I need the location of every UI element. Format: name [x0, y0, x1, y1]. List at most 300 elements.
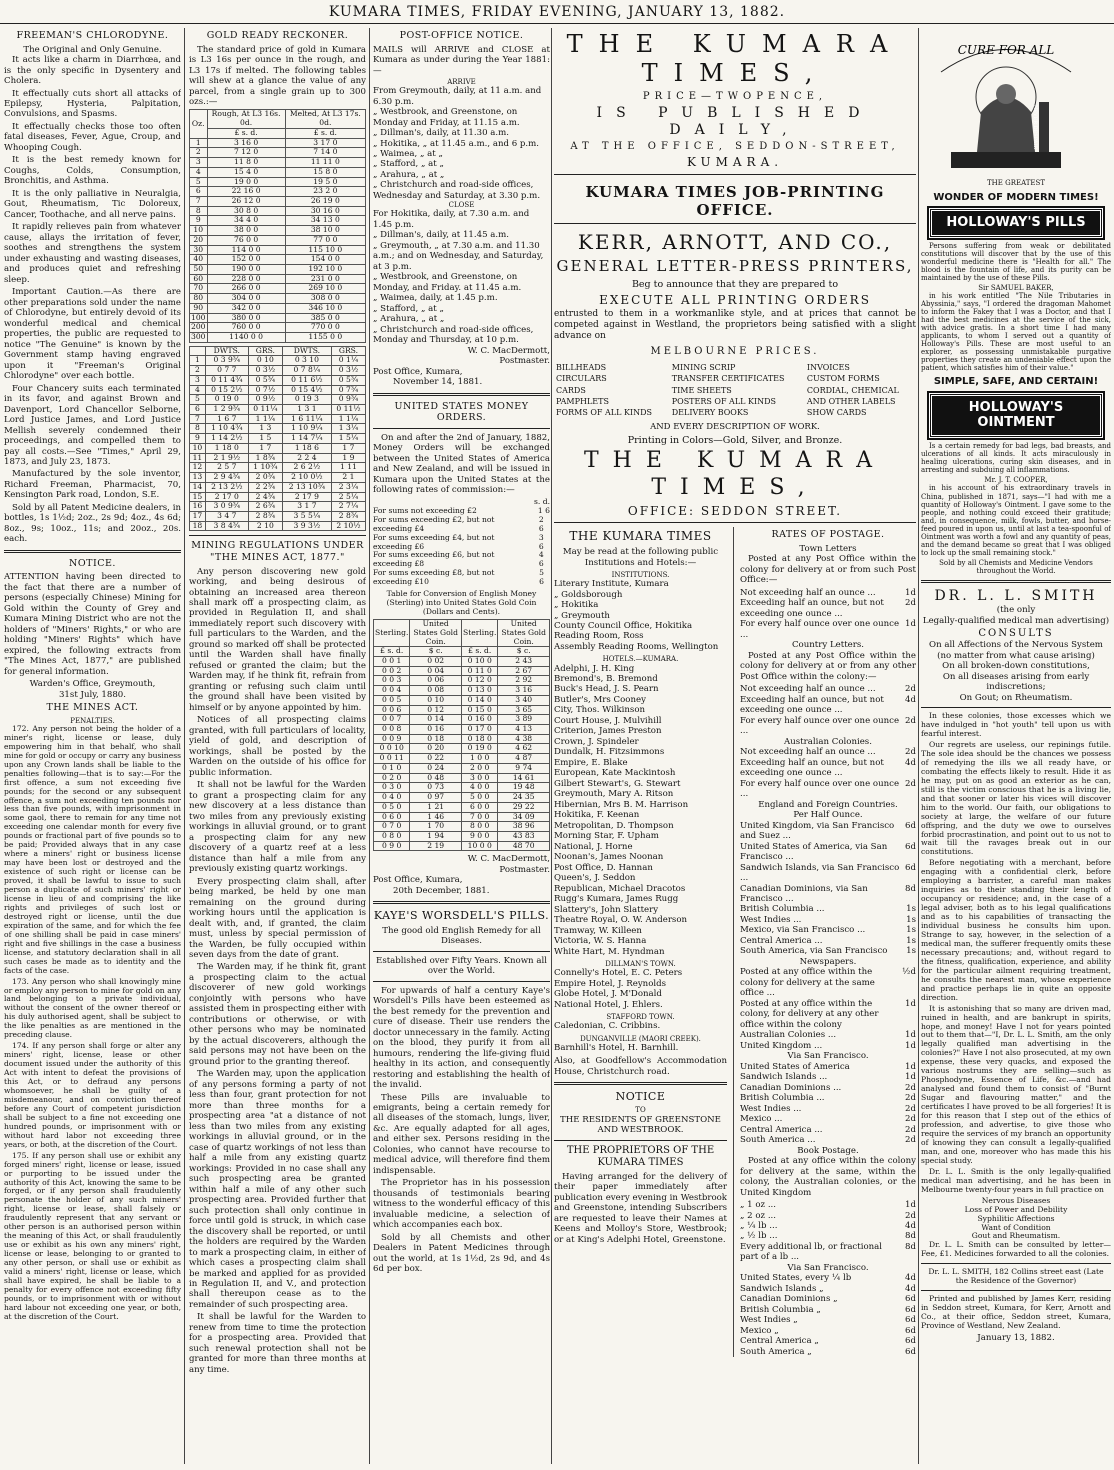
table-cell: 0 04 [410, 666, 462, 676]
book-heading: Book Postage. [797, 1145, 859, 1156]
table-cell: 1 10 4¾ [205, 424, 248, 434]
table-cell: 1 [190, 356, 206, 366]
lower-section [554, 527, 916, 1357]
rate-row [740, 999, 916, 1030]
divider [554, 1082, 727, 1085]
consult-4: On Gout; on Rheumatism. [959, 692, 1073, 703]
column-4 [554, 28, 916, 1464]
freeman-paragraph: Manufactured by the sole inventor, Richard Freeman, Pharmacist, 70, Kensington Park road, London, S.E. [4, 469, 181, 501]
institution: Assembly Reading Rooms, Wellington [554, 641, 719, 652]
table-cell: 2 13 10¾ [282, 482, 331, 492]
close-line: „ Arahura, „ at „ [373, 314, 445, 325]
smith-only: (the only [996, 605, 1036, 616]
warden-office: Warden's Office, Greymouth, [29, 679, 156, 690]
printing-item-row [554, 385, 916, 396]
rate-value: 6d [905, 1294, 916, 1305]
table-cell: 1 5¼ [331, 434, 365, 444]
table-cell: 1 0 0 [462, 754, 498, 764]
institution: County Council Office, Hokitika [554, 621, 693, 631]
table-cell: 24 35 [498, 793, 550, 803]
table-cell: 300 [191, 332, 206, 342]
rate-value: 4d [905, 694, 916, 705]
hotel: Dundalk, H. Fitzsimmons [554, 747, 665, 758]
table-cell: 30 16 0 [285, 206, 365, 216]
cooper-name: Mr. J. T. COOPER, [984, 476, 1048, 485]
every-description: AND EVERY DESCRIPTION OF WORK. [650, 422, 820, 433]
table-cell: 2 10 0½ [282, 473, 331, 483]
dillman-list [554, 968, 727, 1010]
emblem-top-text: CURE FOR ALL [957, 43, 1055, 57]
table-cell: 0 12 0 [462, 676, 498, 686]
close-list [373, 209, 550, 345]
hdr-dwts: DWTS. [282, 346, 331, 356]
gold-row [190, 264, 366, 274]
table-cell: 10 [190, 443, 206, 453]
rate-value: 5 6 [539, 568, 544, 587]
table-cell: 0 0 5 [374, 695, 410, 705]
table-cell: 308 0 0 [285, 294, 365, 304]
smith-list-item: Syphilitic Affections [977, 1213, 1055, 1223]
table-cell: 19 5 0 [285, 177, 365, 187]
rate-row [740, 1200, 916, 1210]
table-cell: 4 0 0 [462, 783, 498, 793]
entrusted-text: entrusted to them in a workmanlike style, and at prices that cannot be competed against in Westland, the proprietors being satisfied with a slight advance on [554, 309, 916, 342]
mines-act-paragraph: 173. Any person who shall knowingly mine or employ any person to mine for gold on any land belonging to a private individual, without the consent of the owner thereof or his duly authorised agent, shall be subject to the like penalties as are mentioned in the preceding clause. [4, 976, 181, 1040]
table-cell: 4 [190, 167, 208, 177]
rate-label: Central America ... [740, 1124, 823, 1135]
post-office-place: Post Office, Kumara, [373, 366, 463, 377]
hdr-dwts: DWTS. [205, 346, 248, 356]
conversion-title: Table for Conversion of English Money (Sterling) into United States Gold Coin (Dollars and Cents). [386, 589, 537, 617]
rate-label: Canadian Dominions ... [740, 1082, 842, 1093]
town-heading: Town Letters [799, 544, 857, 554]
table-cell: 80 [190, 294, 208, 304]
table-cell: 0 7¾ [331, 385, 365, 395]
rate-row [740, 1284, 916, 1294]
close-line: „ Dillman's, daily, at 11.45 a.m. [373, 230, 510, 241]
consults: CONSULTS [978, 628, 1054, 640]
holloways-pills-badge: HOLLOWAY'S PILLS [929, 208, 1103, 238]
table-cell: 50 [190, 264, 208, 274]
mining-body [189, 567, 366, 1376]
consult-3: On all diseases arising from early indiscretions; [942, 671, 1090, 693]
divider [373, 393, 550, 396]
rate-row [740, 588, 916, 598]
smith-list-item: Nervous Diseases [981, 1195, 1051, 1205]
notice-title: NOTICE. [69, 557, 116, 569]
table-cell: 30 8 0 [207, 206, 285, 216]
rate-row [740, 1093, 916, 1103]
table-cell: 1 94 [410, 831, 462, 841]
rate-label: Every additional lb, or fractional part of a lb ... [740, 1241, 883, 1263]
table-cell: 90 [190, 303, 208, 313]
rate-row [740, 1336, 916, 1346]
rate-label: United States, every ¼ lb [740, 1273, 852, 1284]
hdr-lsd: £ s. d. [374, 647, 410, 657]
rate-label: Sandwich Islands ... [740, 1072, 828, 1083]
table-cell: 7 14 0 [285, 148, 365, 158]
rate-label: For every half ounce over one ounce ... [740, 778, 900, 800]
hdr-grs: GRS. [248, 346, 282, 356]
pills-text: Persons suffering from weak or debilitated constitutions will discover that by the use of this wonderful medicine there is "Health for all." The blood is the fountain of life, and its purity can be maintained by the use of these Pills. [921, 241, 1111, 282]
table-cell: 14 61 [498, 773, 550, 783]
rate-value: 1d [905, 1061, 916, 1072]
table-cell: 0 18 0 [462, 734, 498, 744]
table-cell: 2 5¼ [331, 492, 365, 502]
hotel: Queen's, J. Seddon [554, 873, 636, 884]
table-cell: 0 0 3 [374, 676, 410, 686]
table-cell: 1 6 7 [205, 414, 248, 424]
divider [554, 223, 916, 224]
hotel: Gilbert Stewart's, G. Stewart [554, 778, 681, 789]
table-cell: 3 1 7 [282, 502, 331, 512]
rate-value: 2d [905, 778, 916, 789]
printers: GENERAL LETTER-PRESS PRINTERS, [556, 256, 914, 275]
institution: „ Greymouth [554, 610, 610, 621]
rate-value: 2d [905, 715, 916, 726]
table-cell: 0 9¾ [331, 395, 365, 405]
table-cell: 4 38 [498, 734, 550, 744]
rate-label: Exceeding half an ounce, but not exceeding one ounce ... [740, 757, 884, 779]
table-cell: 1 1¼ [248, 414, 282, 424]
stafford-list [554, 1021, 727, 1031]
rate-label: For sums exceeding £8, but not exceeding £10 [373, 568, 495, 587]
table-cell: 8 [190, 206, 208, 216]
hdr-dc: $ c. [498, 647, 550, 657]
news-rates [740, 967, 916, 1051]
rate-value: 1d [905, 587, 916, 598]
table-cell: 7 12 0 [207, 148, 285, 158]
hdr-sterling: Sterling. [462, 620, 498, 647]
freeman-paragraph: It effectually cuts short all attacks of Epilepsy, Hysteria, Palpitation, Convulsions, and Spasms. [4, 88, 181, 120]
table-cell: 6 [190, 405, 206, 415]
conversion-row [374, 793, 550, 803]
table-cell: 77 0 0 [285, 235, 365, 245]
notice-date: 31st July, 1880. [58, 689, 127, 700]
freeman-paragraph: It rapidly relieves pain from whatever cause, allays the irritation of fever, soothes and strengthens the system under exhausting and wasting diseases, and produces quiet and refreshing sleep. [4, 222, 181, 285]
divider [921, 1290, 1111, 1291]
sf-rates [740, 1062, 916, 1146]
rate-value: 2d [905, 598, 916, 609]
rate-row [373, 569, 550, 587]
gold-row [190, 196, 366, 206]
kaye-paragraph: For upwards of half a century Kaye's Worsdell's Pills have been esteemed as the best remedy for the prevention and cure of disease. Their use renders the doctor unnecessary in the family. Acting on the blood, they purify it from all humours, rendering the life-giving fluid healthy in its action, and consequently restoring and establishing the health of the invalid. [373, 985, 550, 1091]
freeman-paragraph: It acts like a charm in Diarrhœa, and is the only specific in Dysentery and Cholera. [4, 55, 181, 87]
rate-row [740, 842, 916, 863]
table-cell: 0 7 8¼ [282, 366, 331, 376]
hotel: Empire, E. Blake [554, 757, 628, 768]
table-cell: 5 0 0 [462, 793, 498, 803]
institution: Literary Institute, Kumara [554, 579, 669, 590]
postmaster-role: Postmaster. [499, 356, 550, 367]
rate-row [740, 967, 916, 998]
rate-row [740, 1326, 916, 1336]
simple-safe-line: SIMPLE, SAFE, AND CERTAIN! [933, 376, 1099, 388]
table-cell: 1 14 2½ [205, 434, 248, 444]
rate-value: 1d [905, 619, 916, 630]
freeman-paragraph: It is the best remedy known for Coughs, Colds, Consumption, Bronchitis, and Asthma. [4, 155, 181, 187]
table-cell: 0 22 [410, 754, 462, 764]
table-cell: TRANSFER CERTIFICATES [671, 374, 785, 384]
mining-paragraph: Notices of all prospecting claims granted, with full particulars of locality, yield of gold, and description of workings, shall be posted by the Warden on the outside of his office for public information. [189, 715, 366, 778]
table-cell: 3 65 [498, 705, 550, 715]
rate-label: Exceeding half an ounce, but not exceeding one ounce ... [740, 694, 884, 716]
rate-value: 2 6 [538, 514, 544, 533]
ointment-text: Is a certain remedy for bad legs, bad breasts, and ulcerations of all kinds. It acts miraculously in healing ulcerations, curing skin diseases, and in arresting and subduing all inflammations. [921, 442, 1111, 475]
conversion-row [374, 686, 550, 696]
table-cell: 6 [190, 187, 208, 197]
table-cell: 2 4¾ [248, 492, 282, 502]
rate-label: Mexico „ [740, 1325, 779, 1336]
table-cell: 5 [190, 177, 208, 187]
mining-paragraph: The Warden may, upon the application of any persons forming a party of not less than four, grant protection for not more than three months for a prospecting area "at a distance of not less than two miles from any existing workings in alluvial ground, or in the case of quartz workings of not less than half a mile from any existing quartz workings: Provided in no case shall any such prospecting area be granted within half a mile of any other such prospecting area. Provided further that such protection shall only continue in force until gold is struck, in which case the discovery shall be reported, or until the holders are required by the Warden to mark a prospecting claim, in either of which cases a prospecting claim shall be marked and applied for as provided in Regulation II, and V., and protection shall thereupon cease as to the remainder of such prospecting area. [189, 1069, 366, 1310]
smith-list-item: Gout and Rheumatism. [971, 1231, 1061, 1241]
hotel: Buck's Head, J. S. Pearn [554, 684, 659, 695]
hdr-oz: Oz. [190, 110, 208, 138]
hotel: Court House, J. Mulvihill [554, 715, 662, 726]
town-rates [740, 588, 916, 640]
eng-rates [740, 821, 916, 957]
printing-colors: Printing in Colors—Gold, Silver, and Bronze. [627, 434, 843, 446]
rate-label: Canadian Dominions „ [740, 1294, 838, 1305]
hotel: Slattery's, John Slattery [554, 904, 659, 915]
table-cell: INVOICES [806, 363, 850, 373]
table-cell: 2 9 4¾ [205, 473, 248, 483]
gold-row [190, 138, 366, 148]
arrive-line: „ Christchurch and road-side offices, Wednesday and Saturday, at 3.30 p.m. [373, 180, 541, 201]
table-cell: 228 0 0 [207, 274, 285, 284]
consult-1: On all Affections of the Nervous System (no matter from what cause arising) [929, 640, 1103, 661]
table-cell: 2 6 2½ [282, 463, 331, 473]
table-cell: 2 1 9½ [205, 453, 248, 463]
eng-heading: England and Foreign Countries. [758, 799, 898, 810]
table-cell: 1 5 [248, 434, 282, 444]
rate-label: Sandwich Islands, via San Francisco ... [740, 862, 900, 884]
rate-value: 4d [905, 757, 916, 768]
table-cell: 3 0 0 [462, 773, 498, 783]
rate-label: South America ... [740, 1135, 816, 1146]
rate-label: „ ½ lb ... [740, 1231, 778, 1242]
table-cell: 0 11 0 [462, 666, 498, 676]
gold-row [190, 235, 366, 245]
table-cell: 231 0 0 [285, 274, 365, 284]
rate-label: Mexico, via San Francisco ... [740, 925, 866, 936]
mining-paragraph: It shall be lawful for the Warden to renew from time to time the protection for a prospecting area. Provided that such renewal protection shall not be granted for more than three months at any time. [189, 1312, 366, 1375]
column-1 [4, 28, 181, 1464]
smith-body [921, 712, 1111, 1195]
table-cell: 0 16 [410, 725, 462, 735]
rate-row [373, 516, 550, 534]
table-cell: 152 0 0 [207, 255, 285, 265]
table-cell: 1 46 [410, 812, 462, 822]
hdr-dc: $ c. [410, 647, 462, 657]
arrive-line: „ Waimea, „ at „ [373, 148, 443, 159]
table-cell: MINING SCRIP [671, 363, 736, 373]
table-cell: 12 [190, 463, 206, 473]
table-cell: 0 3 9¾ [205, 356, 248, 366]
table-cell: 2 2 4 [282, 453, 331, 463]
column-6 [921, 28, 1111, 1464]
table-cell: 192 10 0 [285, 264, 365, 274]
rate-label: Canadian Dominions, via San Francisco ... [740, 883, 868, 904]
rate-label: United Kingdom ... [740, 1040, 823, 1051]
hotel: Hibernian, Mrs B. M. Harrison [554, 799, 689, 810]
rate-label: „ 1 oz ... [740, 1200, 777, 1211]
rate-row [740, 925, 916, 935]
table-cell: 3 4 7 [205, 511, 248, 521]
close-line: „ Stafford, „ at „ [373, 303, 444, 314]
notice-body: ATTENTION having been directed to the fact that there are a number of persons (especially Chinese) Mining for Gold within the County of Grey and Kumara Mining District who are not the holders of "Miners' Rights," or who are holding "Miners' Rights" which have expired, the following extracts from "The Mines Act, 1877," are published for general information. [4, 572, 181, 677]
rate-row [740, 1242, 916, 1263]
table-cell: 13 [190, 473, 206, 483]
table-cell: 0 17 0 [462, 725, 498, 735]
divider [373, 951, 550, 952]
kt-price: PRICE—TWOPENCE, [642, 90, 828, 102]
table-cell: 1 10 9¼ [282, 424, 331, 434]
table-cell: 2 92 [498, 676, 550, 686]
smith-paragraph: Our regrets are useless, our repinings futile. The sole idea should be the chances we possess of remedying the ills we all ready have, or combating the effects likely to result. Hide it as he may, put on as good an exterior as he can, still is the victim conscious that he is a living lie, and that sooner or later his vices will discover him to the world. Our faith, our obligations to society at large, the welfare of our future offspring, and the duty we owe to ourselves forbid procrastination, and point out to us not to wait till the ravages break out in our constitutions. [921, 739, 1111, 857]
table-cell: 2 10½ [331, 521, 365, 531]
rate-label: West Indies ... [740, 914, 802, 925]
table-cell: 1 10¾ [248, 463, 282, 473]
rate-label: For sums exceeding £2, but not exceeding £4 [373, 514, 495, 533]
gold-intro: The standard price of gold in Kumara is L3 16s per ounce in the rough, and L3 17s if melted. The following tables will shew at a glance the value of any parcel, from a single grain up to 300 ozs.:— [189, 44, 366, 107]
smith-paragraph: Dr. L. L. Smith is the only legally-qualified medical man advertising, and he has been in Melbourne twenty-four years in full practice on [921, 1166, 1111, 1194]
table-cell: 2 0 0 [462, 763, 498, 773]
reading-col [554, 527, 734, 1357]
rate-value: 2d [905, 1093, 916, 1104]
imprint-date: January 13, 1882. [977, 1333, 1055, 1344]
kaye-sub: The good old English Remedy for all Diseases. [382, 925, 541, 947]
table-cell: 346 10 0 [285, 303, 365, 313]
beg-line: Beg to announce that they are prepared to [631, 278, 839, 290]
country-heading: Country Letters. [791, 640, 864, 651]
table-cell: 7 0 0 [462, 812, 498, 822]
table-cell: 0 11¼ [248, 405, 282, 415]
smith-list-item: Want of Condition [981, 1222, 1051, 1232]
rate-label: South America „ [740, 1346, 812, 1357]
rate-row [740, 619, 916, 640]
rate-value: 2d [905, 1210, 916, 1221]
hotel: Morning Star, F. Upham [554, 831, 659, 842]
column-2 [189, 28, 366, 1464]
aus-heading: Australian Colonies. [784, 736, 872, 747]
table-cell: 20 [190, 235, 208, 245]
table-cell: 2 17 0 [205, 492, 248, 502]
table-cell: 2 2¾ [248, 482, 282, 492]
table-cell: 0 12 [410, 705, 462, 715]
hotel: Tramway, W. Killeen [554, 925, 642, 936]
table-cell: 0 24 [410, 763, 462, 773]
conversion-row [374, 657, 550, 667]
hotel: Barnhill's Hotel, H. Barnhill. [554, 1042, 679, 1053]
table-cell: 2 13 2½ [205, 482, 248, 492]
table-cell: 3 17 0 [285, 138, 365, 148]
divider [373, 901, 550, 904]
table-cell: 0 15 2½ [205, 385, 248, 395]
rate-label: „ 2 oz ... [740, 1210, 777, 1221]
arrive-line: „ Stafford, „ at „ [373, 159, 444, 170]
rate-label: For every half ounce over one ounce ... [740, 715, 900, 737]
mines-act-paragraph: 175. If any person shall use or exhibit any forged miners' right, license or lease, issued or purporting to be issued under the authority of this Act, knowing the same to be forged, or if any person shall fraudulently personate the holder of any such miners' right, license or lease, shall falsely or fraudulently represent that any servant or other person is an authorised person within the meaning of this Act, or shall fraudulently use or exhibit as his own any miners' right, license or lease, belonging to or granted to any other person, or shall use or exhibit as valid a miners' right, license or lease, which shall have expired, he shall be liable to a penalty for every offence not exceeding fifty pounds, or to imprisonment with or without hard labour not exceeding one year, or both, at the discretion of the Court. [4, 1150, 181, 1321]
table-cell: 3 16 0 [207, 138, 285, 148]
table-cell: 1 18 0 [205, 443, 248, 453]
dillman-heading: DILLMAN'S TOWN. [605, 960, 676, 969]
rate-row [740, 1294, 916, 1304]
rate-value: 2d [905, 1135, 916, 1146]
dwts-row [190, 443, 366, 453]
dungan-list [554, 1043, 727, 1053]
mines-act-body [4, 725, 181, 1322]
hotel: National, J. Horne [554, 841, 633, 852]
table-cell: 190 0 0 [207, 264, 285, 274]
table-cell: 29 22 [498, 802, 550, 812]
conversion-row [374, 831, 550, 841]
kaye-est: Established over Fifty Years. Known all over the World. [376, 955, 547, 977]
table-cell: 0 15 4½ [282, 385, 331, 395]
freeman-paragraph: Sold by all Patent Medicine dealers, in bottles, 1s 1½d; 2oz., 2s 9d; 4oz., 4s 6d; 8oz., 9s; 10oz., 11s; and 20oz., 20s. each. [4, 502, 181, 545]
freeman-paragraph: Important Caution.—As there are other preparations sold under the name of Chlorodyne, but entirely devoid of its wonderful medical and chemical properties, the public are requested to notice "The Genuine" is known by the Government stamp having engraved upon it "Freeman's Original Chlorodyne" over each bottle. [4, 287, 181, 382]
hotel: National Hotel, J. Ehlers. [554, 999, 663, 1010]
table-cell: 2 1 [331, 473, 365, 483]
hotel: Greymouth, Mary A. Ritson [554, 789, 674, 800]
printing-item-row [554, 407, 916, 418]
hotel: Bremond's, B. Bremond [554, 673, 658, 684]
divider [554, 1140, 727, 1141]
kaye-paragraph: These Pills are invaluable to emigrants, being a certain remedy for all diseases of the stomach, lungs, liver, &c. Are equally adapted for all ages, and either sex. Persons residing in the Colonies, who cannot have recourse to medical advice, will therefore find them indispensable. [373, 1092, 550, 1176]
rate-row [373, 551, 550, 569]
smith-list-item: Loss of Power and Debility [964, 1204, 1068, 1214]
rate-value: 8d [905, 883, 916, 894]
arrive-line: „ Hokitika, „ at 11.45 a.m., and 6 p.m. [373, 138, 540, 149]
baker-quote: in his work entitled "The Nile Tributaries in Abyssinia," says, "I ordered the dragoman Mahomet to inform the Fakey that I was a Doctor, and that I had the best medicines at the service of the sick, with advice gratis. In a short time I had many applicants, to whom I served out a quantity of Holloway's Pills. These are most useful to an explorer, as possessing unmistakable purgative properties they create an undeniable effect upon the patient, which satisfies him of their value." [921, 291, 1111, 373]
rate-value: 1d [905, 1030, 916, 1041]
rate-label: West Indies ... [740, 1103, 802, 1114]
rate-label: For every half ounce over one ounce ... [740, 619, 900, 640]
rate-value: 1s [906, 946, 916, 957]
divider [921, 707, 1111, 708]
conversion-row [374, 802, 550, 812]
arrive-line: „ Arahura, „ at „ [373, 169, 445, 180]
proprietors: THE PROPRIETORS OF THE KUMARA TIMES [566, 1144, 715, 1168]
table-cell: 0 3½ [248, 366, 282, 376]
holloway-emblem [921, 32, 1091, 172]
conversion-row [374, 725, 550, 735]
freeman-body [4, 55, 181, 545]
table-cell: 11 [190, 453, 206, 463]
dwts-row [190, 375, 366, 385]
table-cell: 0 0 11 [374, 754, 410, 764]
rate-value: 1d [905, 1200, 916, 1211]
rate-label: United States of America [740, 1061, 850, 1072]
rate-row [740, 779, 916, 800]
book-intro: Posted at any office within the colony for delivery at the same, within the colony, the Australian colonies, or the United Kingdom [740, 1156, 916, 1198]
mo-date: 20th December, 1881. [393, 885, 490, 896]
table-cell: 16 [190, 502, 206, 512]
melbourne-prices: MELBOURNE PRICES. [650, 346, 820, 358]
freeman-subtitle: The Original and Only Genuine. [23, 44, 162, 55]
freeman-paragraph: It is the only palliative in Neuralgia, Gout, Rheumatism, Tic Doloreux, Cancer, Toothache, and all nerve pains. [4, 188, 181, 220]
notice2-title: NOTICE [615, 1090, 666, 1104]
table-cell: 6 0 0 [462, 802, 498, 812]
smith-legal: Legally-qualified medical man advertising) [922, 615, 1110, 626]
table-cell: 0 1¼ [331, 356, 365, 366]
smith-address: Dr. L. L. SMITH, 182 Collins street east (Late the Residence of the Governor) [928, 1267, 1104, 1286]
table-cell: 0 0 1 [374, 657, 410, 667]
table-cell: 15 4 0 [207, 167, 285, 177]
table-cell: 0 19 0 [462, 744, 498, 754]
table-cell: 1 [190, 138, 208, 148]
